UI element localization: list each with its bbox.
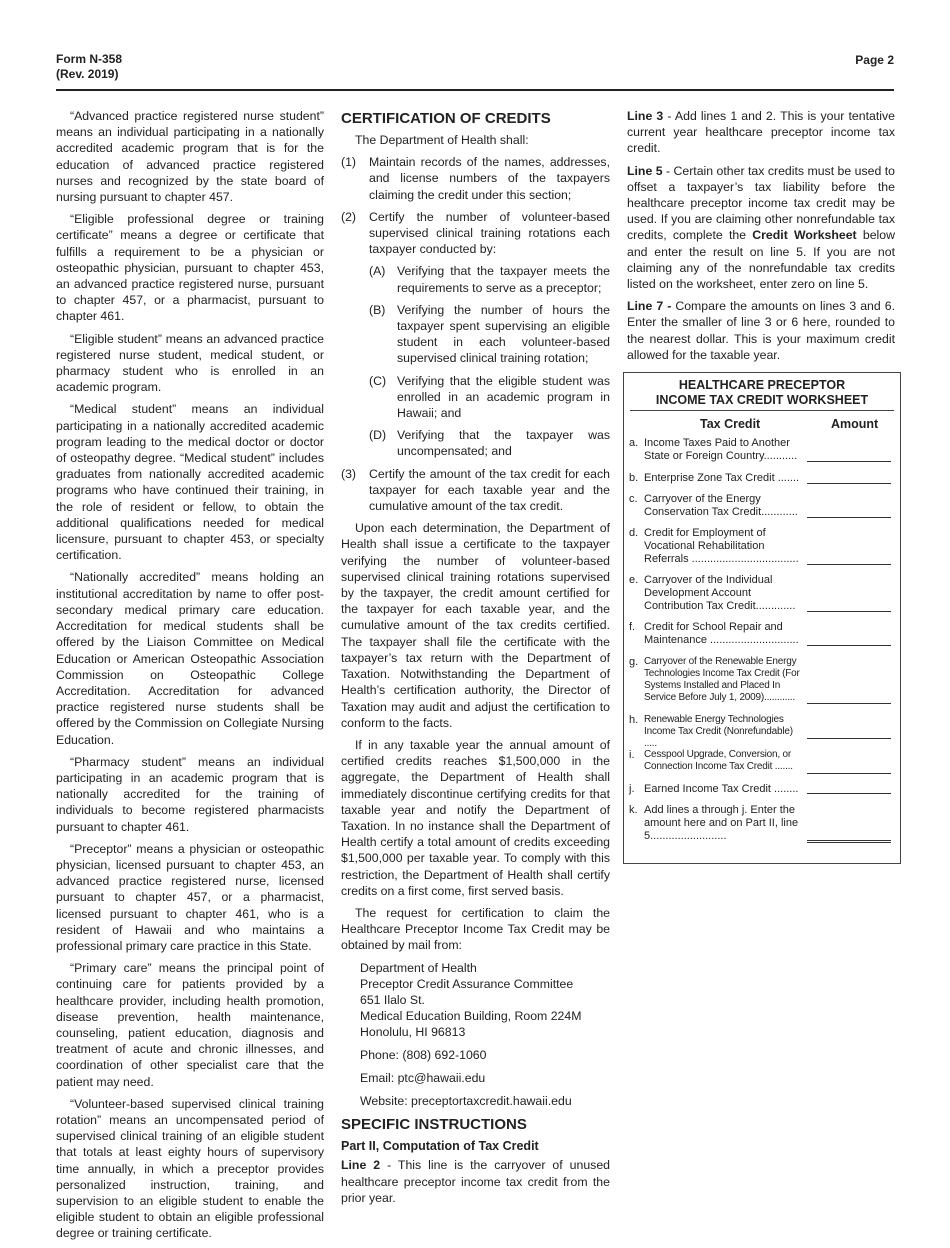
list-item: (2) Certify the number of volunteer-based supervised clinical training rotations each taxpayer conducted by: [341, 209, 610, 257]
amount-field[interactable] [807, 564, 891, 565]
amount-field[interactable] [807, 461, 891, 462]
amount-column-header: Amount [831, 417, 879, 431]
amount-field[interactable] [807, 703, 891, 704]
line7-instruction: Line 7 - Compare the amounts on lines 3 and 6. Enter the smaller of line 3 or 6 here, rounded to the nearest dollar. This is your maximum credit allowed for the taxable year. [627, 299, 896, 362]
sublist-item: (C) Verifying that the eligible student was enrolled in an academic program in Hawaii; and [369, 373, 610, 421]
worksheet-header [624, 411, 900, 433]
definition-paragraph: “Medical student” means an individual participating in a nationally accredited academic program leading to the medical doctor or doctor of osteopathy degree. “Medical student” includes graduates from nationally accredited academic programs who have continued their training, in the role of resident or fellow, to obtain the additional qualifications needed for medical licensure, pursuant to chapter 453, or specialty certification. [56, 402, 324, 563]
definition-paragraph: “Volunteer-based supervised clinical training rotation” means an uncompensated period of supervised clinical training of an eligible student that totals at least eighty hours of supervisory time annually, in which a preceptor provides personalized instruction, training, and supervision to an eligible student to enable the eligible student to obtain an eligible professional degree or training certificate. [56, 1096, 324, 1241]
definition-paragraph: “Nationally accredited” means holding an institutional accreditation by name to offer post-secondary medical primary care education. Accreditation for medical students shall be offered by the Liaison Committee on Medical Education or American Osteopathic Association Commission on Osteopathic College Accreditation. Accreditation for advanced practice registered nurse students shall be offered by the Commission on Collegiate Nursing Education. [56, 570, 324, 747]
definition-paragraph: “Primary care” means the principal point of continuing care for patients provided by a healthcare provider, including health promotion, disease prevention, health maintenance, counseling, patient education, diagnosis and treatment of acute and chronic illnesses, and coordination of other specialist care that the patient may need. [56, 961, 324, 1089]
line3-instruction: Line 3 - Add lines 1 and 2. This is your tentative current year healthcare preceptor income tax credit. [627, 109, 895, 156]
contact-info [360, 1047, 610, 1110]
limit-paragraph: If in any taxable year the annual amount of certified credits reaches $1,500,000 in the aggregate, the Department of Health shall immediately discontinue certifying credits for that taxable year and notify the Department of Taxation. In no instance shall the Department of Health certify a total amount of credits exceeding $1,500,000 per taxable year. To comply with this restriction, the Department of Health shall certify credits on a first come, first served basis. [341, 737, 610, 898]
sublist-item: (B) Verifying the number of hours the taxpayer spent supervising an eligible student in each volunteer-based supervised clinical training rotation; [369, 302, 610, 366]
amount-field[interactable] [807, 645, 891, 646]
amount-field[interactable] [807, 738, 891, 739]
sublist-item: (D) Verifying that the taxpayer was uncompensated; and [369, 428, 610, 459]
definition-paragraph: “Eligible student” means an advanced practice registered nurse student, medical student, or pharmacy student who is enrolled in an academic program. [56, 331, 324, 395]
amount-field[interactable] [807, 611, 891, 612]
mailing-address: Department of Health Preceptor Credit Assurance Committee 651 Ilalo St. Medical Education Building, Room 224M Honolulu, HI 96813 [360, 960, 582, 1039]
definition-paragraph: “Pharmacy student” means an individual participating in an academic program that is nationally accredited for the training of individuals to become registered pharmacists pursuant to chapter 461. [56, 754, 324, 834]
header-rule [56, 89, 894, 91]
certification-intro: The Department of Health shall: [355, 133, 529, 147]
definition-paragraph: “Advanced practice registered nurse student” means an individual participating in a nationally accredited academic program that is for the education of advanced practice registered nurses and recognized by the state board of nursing pursuant to chapter 457. [56, 109, 324, 205]
email: Email: ptc@hawaii.edu [360, 1070, 486, 1085]
line5-instruction: Line 5 - Certain other tax credits must be used to offset a taxpayer’s tax liability before the healthcare preceptor income tax credit may be used. If you are claiming other nonrefundable tax credits, complete the Credit Worksheet below and enter the result on line 5. If you are not claiming any of the nonrefundable tax credits listed on the worksheet, enter zero on line 5. [627, 163, 895, 292]
certification-column [341, 108, 610, 1212]
specific-instructions-heading: SPECIFIC INSTRUCTIONS [341, 1116, 527, 1134]
tax-credit-column-header: Tax Credit [700, 417, 761, 431]
website: Website: preceptortaxcredit.hawaii.edu [360, 1093, 572, 1108]
form-number: Form N-358 [56, 52, 123, 66]
line-instructions-column [627, 108, 895, 369]
part-heading: Part II, Computation of Tax Credit [341, 1139, 539, 1154]
page-number: Page 2 [855, 53, 894, 67]
definitions-column [56, 108, 324, 1248]
list-item: (1) Maintain records of the names, addresses, and license numbers of the taxpayers claiming the credit under this section; [341, 155, 610, 202]
total-amount-field[interactable] [807, 840, 891, 843]
worksheet-title: HEALTHCARE PRECEPTOR INCOME TAX CREDIT WORKSHEET [655, 378, 869, 407]
amount-field[interactable] [807, 483, 891, 484]
definition-paragraph: “Preceptor” means a physician or osteopathic physician, licensed pursuant to chapter 453, an advanced practice registered nurse, licensed pursuant to chapter 457, or a pharmacist, licensed pursuant to chapter 461, who is a resident of Hawaii and who maintains a professional primary care practice in this State. [56, 841, 324, 953]
credit-worksheet: HEALTHCARE PRECEPTOR INCOME TAX CREDIT WORKSHEET Tax Credit Amount a. Income Taxes Paid to Another State or Foreign Country........... b. Enterprise Zone Tax Credit ....... c. Carryover of the Energy Conservation Tax Credit............ d. Credit for Employment of Vocational Rehabilitation Referrals ................................... e. Carryover of the Individual Development Account Contribution Tax Credit............. f. Credit for School Repair and Maintenance ............................. g. Carryover of the Renewable Energy Technologies Income Tax Credit (For Systems Installed and Placed In Service Before July 1, 2009)............ h. Renewable Energy Technologies Income Tax Credit (Nonrefundable) ..... i. Cesspool Upgrade, Conversion, or Connection Income Tax Credit ....... j. Earned Income Tax Credit ........ k. Add lines a through j. Enter the amount here and on Part II, line 5......................... [623, 372, 901, 864]
request-paragraph: The request for certification to claim the Healthcare Preceptor Income Tax Credit may be obtained by mail from: [341, 905, 610, 953]
definition-paragraph: “Eligible professional degree or training certificate” means a degree or certificate that fulfills a requirement to be a physician or osteopathic physician, pursuant to chapter 453, an advanced practice registered nurse, pursuant to chapter 457, or a pharmacist, pursuant to chapter 461. [56, 212, 324, 324]
sublist [369, 263, 610, 459]
certification-heading: CERTIFICATION OF CREDITS [341, 110, 551, 127]
line2-instruction: Line 2 - This line is the carryover of unused healthcare preceptor income tax credit from the prior year. [341, 1158, 610, 1205]
certification-list [341, 154, 610, 514]
form-revision: (Rev. 2019) [56, 67, 119, 81]
sublist-item: (A) Verifying that the taxpayer meets the requirements to serve as a preceptor; [369, 264, 610, 295]
amount-field[interactable] [807, 517, 891, 518]
certificate-paragraph: Upon each determination, the Department of Health shall issue a certificate to the taxpayer verifying the number of volunteer-based supervised clinical training rotations supervised by the taxpayer, the credit amount certified for the taxpayer for each taxable year, and the cumulative amount of the tax credits certified. The taxpayer shall file the certificate with the taxpayer’s tax return with the Department of Taxation. Notwithstanding the Department of Health’s certification authority, the Director of Taxation may audit and adjust the certification to conform to the facts. [341, 521, 610, 730]
amount-field[interactable] [807, 773, 891, 774]
list-item: (3) Certify the amount of the tax credit for each taxpayer for each taxable year and the cumulative amount of the tax credit. [341, 466, 610, 514]
amount-field[interactable] [807, 793, 891, 794]
page-header [56, 52, 894, 82]
phone: Phone: (808) 692-1060 [360, 1047, 487, 1062]
